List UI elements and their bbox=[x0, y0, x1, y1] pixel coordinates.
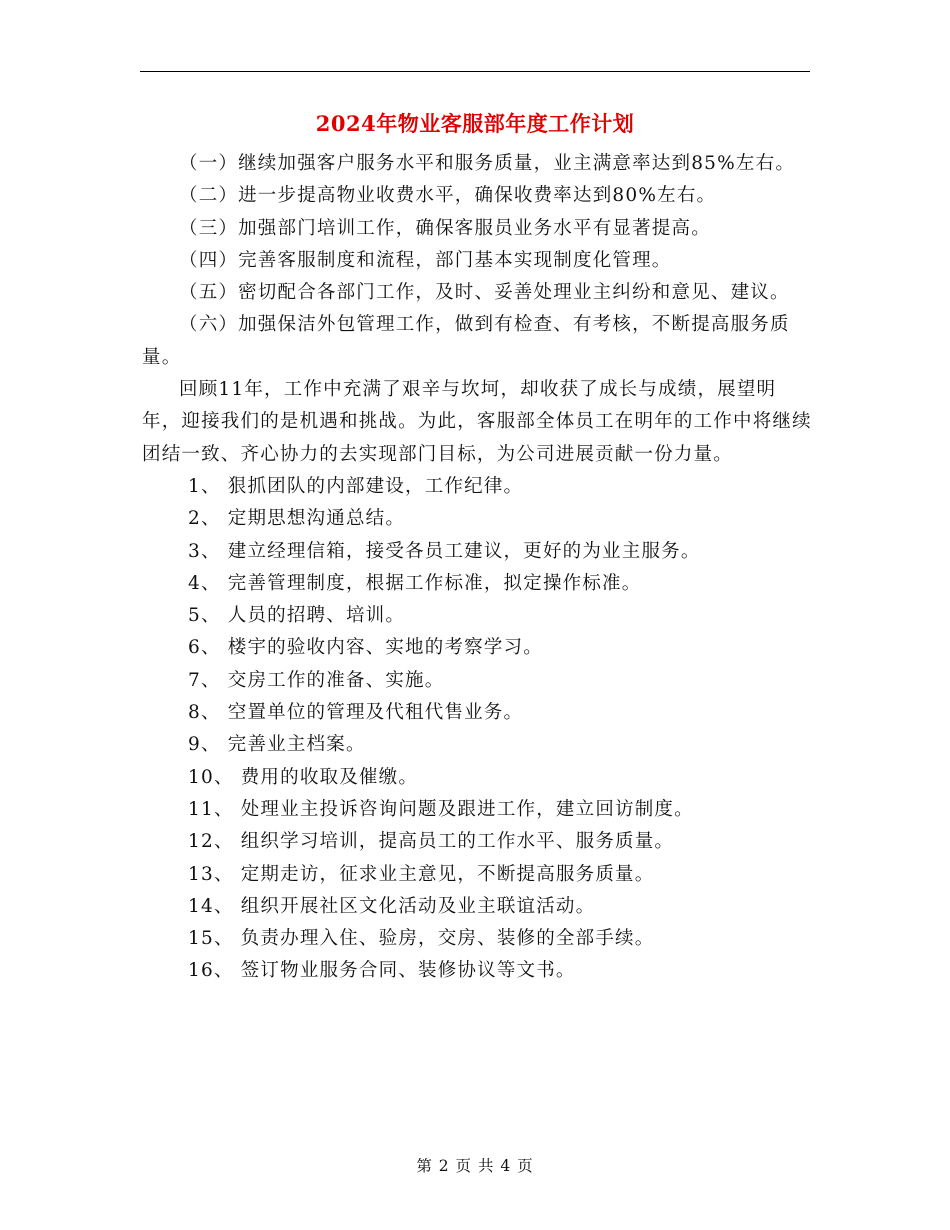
summary-paragraph: 回顾11年，工作中充满了艰辛与坎坷，却收获了成长与成绩，展望明年，迎接我们的是机遇和挑战。为此，客服部全体员工在明年的工作中将继续团结一致、齐心协力的去实现部门目标，为公司进展贡献一份力量。 bbox=[142, 379, 812, 465]
task-item: 11、 处理业主投诉咨询问题及跟进工作，建立回访制度。 bbox=[188, 798, 694, 820]
goal-item: （三）加强部门培训工作，确保客服员业务水平有显著提高。 bbox=[179, 217, 711, 239]
task-item: 15、 负责办理入住、验房，交房、装修的全部手续。 bbox=[188, 928, 655, 950]
task-item: 9、 完善业主档案。 bbox=[188, 734, 366, 756]
task-item: 5、 人员的招聘、培训。 bbox=[188, 605, 406, 627]
page-number: 第 2 页 共 4 页 bbox=[416, 1157, 534, 1175]
task-item: 7、 交房工作的准备、实施。 bbox=[188, 669, 445, 691]
task-item: 13、 定期走访，征求业主意见，不断提高服务质量。 bbox=[188, 863, 655, 885]
goal-item: （六）加强保洁外包管理工作，做到有检查、有考核，不断提高服务质量。 bbox=[142, 314, 790, 368]
task-item: 10、 费用的收取及催缴。 bbox=[188, 766, 419, 788]
goal-item: （五）密切配合各部门工作，及时、妥善处理业主纠纷和意见、建议。 bbox=[179, 282, 790, 304]
task-item: 6、 楼宇的验收内容、实地的考察学习。 bbox=[188, 637, 543, 659]
document-body bbox=[142, 148, 812, 988]
document-title: 2024年物业客服部年度工作计划 bbox=[315, 111, 635, 136]
task-item: 14、 组织开展社区文化活动及业主联谊活动。 bbox=[188, 895, 596, 917]
goal-item: （二）进一步提高物业收费水平，确保收费率达到80%左右。 bbox=[179, 185, 717, 207]
task-item: 8、 空置单位的管理及代租代售业务。 bbox=[188, 702, 524, 724]
task-item: 16、 签订物业服务合同、装修协议等文书。 bbox=[188, 960, 576, 982]
task-item: 4、 完善管理制度，根据工作标准，拟定操作标准。 bbox=[188, 572, 642, 594]
task-item: 12、 组织学习培训，提高员工的工作水平、服务质量。 bbox=[188, 831, 675, 853]
header-rule bbox=[140, 71, 810, 72]
task-item: 1、 狠抓团队的内部建设，工作纪律。 bbox=[188, 475, 524, 497]
goal-item: （四）完善客服制度和流程，部门基本实现制度化管理。 bbox=[179, 249, 672, 271]
goal-item: （一）继续加强客户服务水平和服务质量，业主满意率达到85%左右。 bbox=[179, 153, 796, 174]
task-item: 3、 建立经理信箱，接受各员工建议，更好的为业主服务。 bbox=[188, 540, 701, 562]
task-item: 2、 定期思想沟通总结。 bbox=[188, 508, 406, 530]
